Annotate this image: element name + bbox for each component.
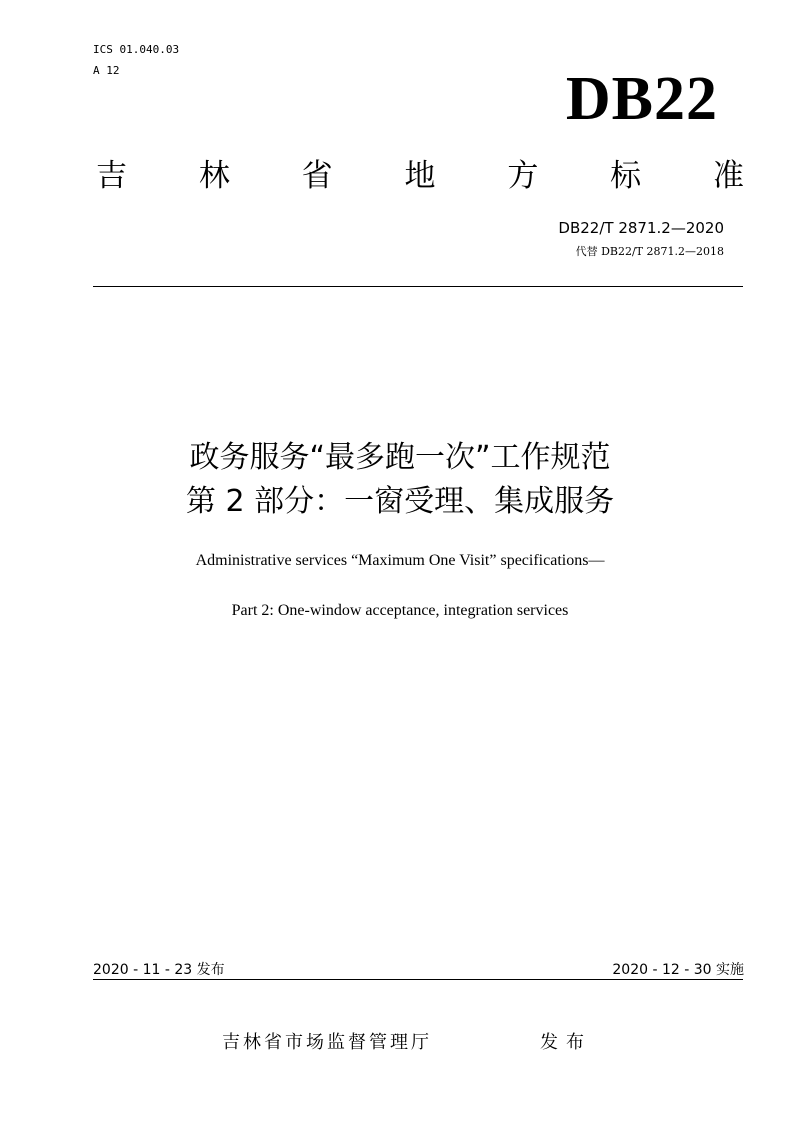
issue-date: 2020 - 11 - 23 发布 xyxy=(93,962,225,978)
standard-type-char: 准 xyxy=(712,158,744,194)
standard-type-char: 方 xyxy=(507,158,539,194)
standard-type-char: 标 xyxy=(610,158,642,194)
standard-type-char: 吉 xyxy=(96,158,127,194)
standard-type-char: 地 xyxy=(404,158,436,194)
issuing-authority: 吉林省市场监督管理厅 xyxy=(222,1032,432,1053)
footer-divider xyxy=(93,979,743,980)
issue-label: 发布 xyxy=(540,1032,592,1053)
standard-number: DB22/T 2871.2—2020 xyxy=(558,219,724,237)
ccs-code: A 12 xyxy=(93,64,120,77)
standard-type-char: 省 xyxy=(301,158,333,194)
standard-type-heading xyxy=(96,154,744,198)
title-en-line1: Administrative services “Maximum One Visit” specifications— xyxy=(195,552,605,569)
title-cn-line2: 第 2 部分：一窗受理、集成服务 xyxy=(185,484,615,519)
title-cn-line1: 政务服务“最多跑一次”工作规范 xyxy=(189,440,611,475)
standard-type-char: 林 xyxy=(198,158,230,194)
replaces-standard: 代替 DB22/T 2871.2—2018 xyxy=(575,245,724,258)
title-en-line2: Part 2: One-window acceptance, integration services xyxy=(231,602,569,619)
standard-logo: DB22 xyxy=(565,65,718,133)
header-divider xyxy=(93,286,743,287)
ics-code: ICS 01.040.03 xyxy=(93,43,180,56)
implementation-date: 2020 - 12 - 30 实施 xyxy=(612,962,744,978)
